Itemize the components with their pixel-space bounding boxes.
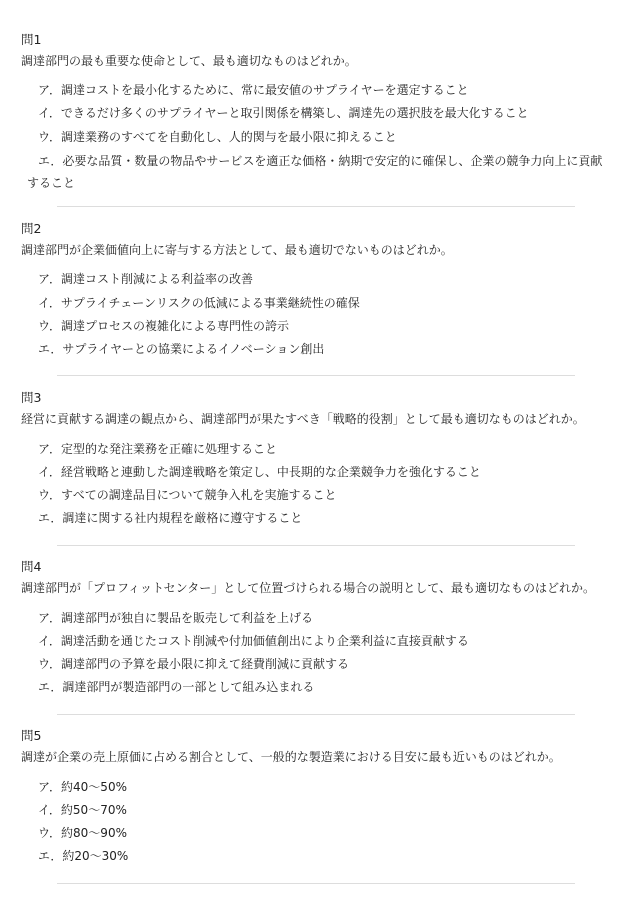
question-text: 調達部門が「プロフィットセンター」として位置づけられる場合の説明として、最も適切なものはどれか。 <box>21 581 595 595</box>
option-u[interactable]: ウ．約80〜90% <box>38 826 127 840</box>
option-a[interactable]: ア．調達部門が独自に製品を販売して利益を上げる <box>38 611 314 625</box>
option-u[interactable]: ウ．調達部門の予算を最小限に抑えて経費削減に貢献する <box>38 657 350 671</box>
divider <box>57 545 575 546</box>
option-i[interactable]: イ．約50〜70% <box>38 803 127 817</box>
option-i[interactable]: イ．サプライチェーンリスクの低減による事業継続性の確保 <box>38 296 360 310</box>
option-e[interactable]: エ．必要な品質・数量の物品やサービスを適正な価格・納期で安定的に確保し、企業の競争力向上に貢献すること <box>27 154 603 190</box>
divider <box>57 883 575 884</box>
question-number: 問3 <box>21 390 42 405</box>
divider <box>57 714 575 715</box>
option-e[interactable]: エ．サプライヤーとの協業によるイノベーション創出 <box>38 342 325 356</box>
option-e[interactable]: エ．調達に関する社内規程を厳格に遵守すること <box>38 511 303 525</box>
question-text: 調達部門の最も重要な使命として、最も適切なものはどれか。 <box>21 54 357 68</box>
question-number: 問4 <box>21 559 42 574</box>
question-text: 経営に貢献する調達の観点から、調達部門が果たすべき「戦略的役割」として最も適切なものはどれか。 <box>21 412 585 426</box>
question-number: 問1 <box>21 32 42 47</box>
divider <box>57 206 575 207</box>
option-i[interactable]: イ．できるだけ多くのサプライヤーと取引関係を構築し、調達先の選択肢を最大化すること <box>38 106 529 120</box>
option-e[interactable]: エ．調達部門が製造部門の一部として組み込まれる <box>38 680 315 694</box>
option-i[interactable]: イ．経営戦略と連動した調達戦略を策定し、中長期的な企業競争力を強化すること <box>38 465 481 479</box>
option-u[interactable]: ウ．調達業務のすべてを自動化し、人的関与を最小限に抑えること <box>38 130 397 144</box>
option-u[interactable]: ウ．調達プロセスの複雑化による専門性の誇示 <box>38 319 290 333</box>
option-i[interactable]: イ．調達活動を通じたコスト削減や付加価値創出により企業利益に直接貢献する <box>38 634 469 648</box>
option-a[interactable]: ア．調達コストを最小化するために、常に最安値のサプライヤーを選定すること <box>38 83 469 97</box>
option-a[interactable]: ア．定型的な発注業務を正確に処理すること <box>38 442 278 456</box>
divider <box>57 375 575 376</box>
option-a[interactable]: ア．調達コスト削減による利益率の改善 <box>38 272 254 286</box>
question-number: 問2 <box>21 221 42 236</box>
question-text: 調達部門が企業価値向上に寄与する方法として、最も適切でないものはどれか。 <box>21 243 453 257</box>
option-e[interactable]: エ．約20〜30% <box>38 849 129 863</box>
option-a[interactable]: ア．約40〜50% <box>38 780 127 794</box>
question-number: 問5 <box>21 728 42 743</box>
option-u[interactable]: ウ．すべての調達品目について競争入札を実施すること <box>38 488 337 502</box>
question-text: 調達が企業の売上原価に占める割合として、一般的な製造業における目安に最も近いものはどれか。 <box>21 750 561 764</box>
